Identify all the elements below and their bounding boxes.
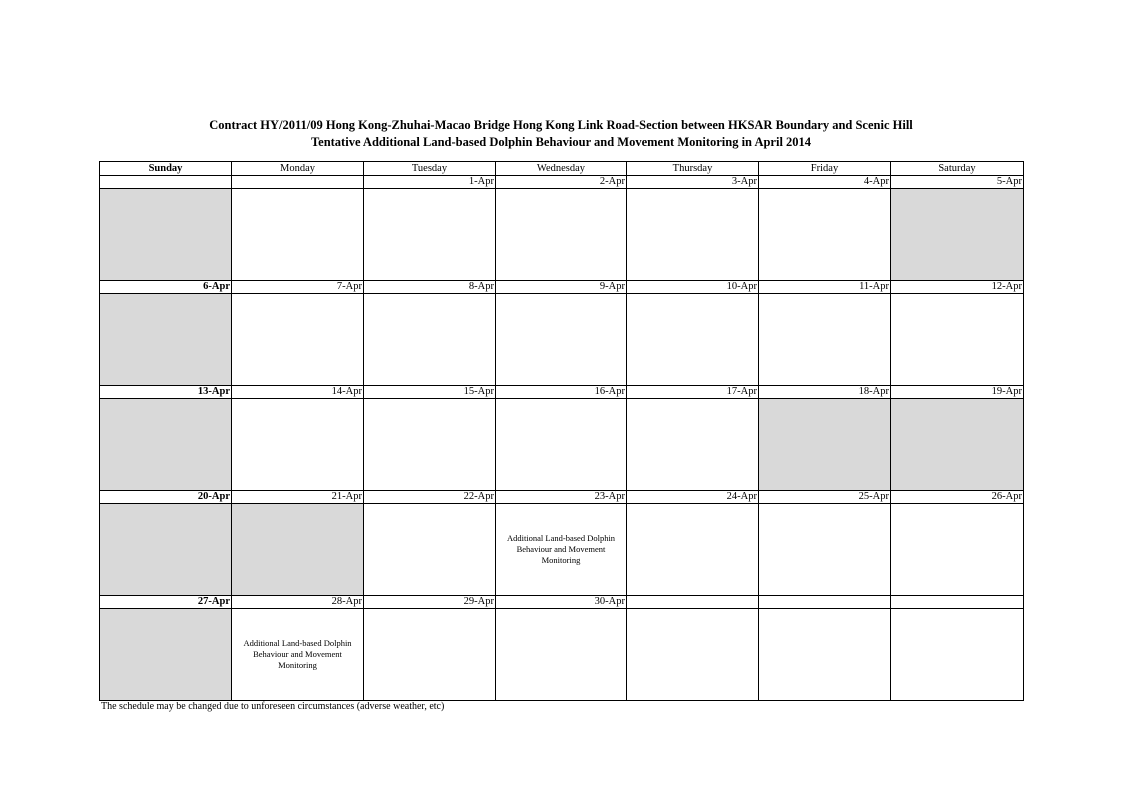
- monitoring-event: Additional Land-based Dolphin Behaviour and Movement Monitoring: [506, 533, 616, 566]
- monthly-calendar: [99, 161, 1024, 701]
- date-label-friday: 11-Apr: [759, 281, 891, 294]
- date-label-sunday: 13-Apr: [100, 386, 232, 399]
- day-cell-tuesday: [364, 504, 496, 596]
- weekday-header-row: [100, 162, 1024, 176]
- weekday-thursday: Thursday: [627, 162, 759, 176]
- date-label-monday: 7-Apr: [232, 281, 364, 294]
- date-label-thursday: 10-Apr: [627, 281, 759, 294]
- day-cell-sunday: [100, 504, 232, 596]
- date-label-thursday: 24-Apr: [627, 491, 759, 504]
- week-body-row: [100, 294, 1024, 386]
- day-cell-monday: [232, 504, 364, 596]
- date-label-tuesday: 15-Apr: [364, 386, 496, 399]
- week-date-row: [100, 386, 1024, 399]
- date-label-wednesday: 2-Apr: [496, 176, 627, 189]
- day-cell-thursday: [627, 294, 759, 386]
- week-date-row: [100, 596, 1024, 609]
- day-cell-thursday: [627, 609, 759, 701]
- weekday-saturday: Saturday: [891, 162, 1024, 176]
- day-cell-monday: [232, 189, 364, 281]
- weekday-monday: Monday: [232, 162, 364, 176]
- weekday-wednesday: Wednesday: [496, 162, 627, 176]
- date-label-wednesday: 23-Apr: [496, 491, 627, 504]
- day-cell-saturday: [891, 609, 1024, 701]
- calendar-weeks: [100, 176, 1024, 701]
- day-cell-monday: [232, 609, 364, 701]
- day-cell-saturday: [891, 399, 1024, 491]
- date-label-saturday: 5-Apr: [891, 176, 1024, 189]
- date-label-thursday: 3-Apr: [627, 176, 759, 189]
- date-label-thursday: 17-Apr: [627, 386, 759, 399]
- date-label-wednesday: 9-Apr: [496, 281, 627, 294]
- date-label-tuesday: 8-Apr: [364, 281, 496, 294]
- day-cell-monday: [232, 294, 364, 386]
- date-label-monday: 14-Apr: [232, 386, 364, 399]
- day-cell-sunday: [100, 399, 232, 491]
- day-cell-thursday: [627, 504, 759, 596]
- week-body-row: [100, 504, 1024, 596]
- monitoring-event: Additional Land-based Dolphin Behaviour and Movement Monitoring: [243, 638, 352, 671]
- day-cell-wednesday: [496, 189, 627, 281]
- date-label-saturday: 26-Apr: [891, 491, 1024, 504]
- day-cell-wednesday: [496, 609, 627, 701]
- day-cell-tuesday: [364, 294, 496, 386]
- date-label-thursday: [627, 596, 759, 609]
- document-title: Contract HY/2011/09 Hong Kong-Zhuhai-Macao Bridge Hong Kong Link Road-Section between HKSAR Boundary and Scenic Hill: [209, 118, 913, 132]
- date-label-monday: [232, 176, 364, 189]
- date-label-tuesday: 22-Apr: [364, 491, 496, 504]
- day-cell-friday: [759, 399, 891, 491]
- day-cell-tuesday: [364, 609, 496, 701]
- day-cell-friday: [759, 609, 891, 701]
- day-cell-wednesday: [496, 294, 627, 386]
- day-cell-sunday: [100, 609, 232, 701]
- weekday-tuesday: Tuesday: [364, 162, 496, 176]
- day-cell-tuesday: [364, 399, 496, 491]
- day-cell-friday: [759, 189, 891, 281]
- weekday-friday: Friday: [759, 162, 891, 176]
- date-label-sunday: 27-Apr: [100, 596, 232, 609]
- day-cell-wednesday: [496, 399, 627, 491]
- day-cell-saturday: [891, 189, 1024, 281]
- day-cell-sunday: [100, 294, 232, 386]
- day-cell-saturday: [891, 294, 1024, 386]
- day-cell-friday: [759, 504, 891, 596]
- date-label-friday: 25-Apr: [759, 491, 891, 504]
- day-cell-friday: [759, 294, 891, 386]
- date-label-tuesday: 29-Apr: [364, 596, 496, 609]
- document-subtitle: Tentative Additional Land-based Dolphin Behaviour and Movement Monitoring in April 2014: [310, 135, 812, 149]
- week-date-row: [100, 281, 1024, 294]
- date-label-monday: 28-Apr: [232, 596, 364, 609]
- day-cell-sunday: [100, 189, 232, 281]
- date-label-wednesday: 16-Apr: [496, 386, 627, 399]
- date-label-wednesday: 30-Apr: [496, 596, 627, 609]
- date-label-saturday: 12-Apr: [891, 281, 1024, 294]
- date-label-sunday: 6-Apr: [100, 281, 232, 294]
- date-label-tuesday: 1-Apr: [364, 176, 496, 189]
- date-label-friday: 4-Apr: [759, 176, 891, 189]
- date-label-friday: 18-Apr: [759, 386, 891, 399]
- day-cell-monday: [232, 399, 364, 491]
- date-label-saturday: 19-Apr: [891, 386, 1024, 399]
- week-date-row: [100, 176, 1024, 189]
- date-label-sunday: [100, 176, 232, 189]
- day-cell-thursday: [627, 399, 759, 491]
- day-cell-thursday: [627, 189, 759, 281]
- date-label-friday: [759, 596, 891, 609]
- week-body-row: [100, 609, 1024, 701]
- day-cell-saturday: [891, 504, 1024, 596]
- week-body-row: [100, 189, 1024, 281]
- day-cell-wednesday: [496, 504, 627, 596]
- weekday-sunday: Sunday: [100, 162, 232, 176]
- date-label-sunday: 20-Apr: [100, 491, 232, 504]
- week-date-row: [100, 491, 1024, 504]
- week-body-row: [100, 399, 1024, 491]
- date-label-saturday: [891, 596, 1024, 609]
- schedule-footnote: The schedule may be changed due to unforeseen circumstances (adverse weather, etc): [101, 701, 445, 712]
- date-label-monday: 21-Apr: [232, 491, 364, 504]
- day-cell-tuesday: [364, 189, 496, 281]
